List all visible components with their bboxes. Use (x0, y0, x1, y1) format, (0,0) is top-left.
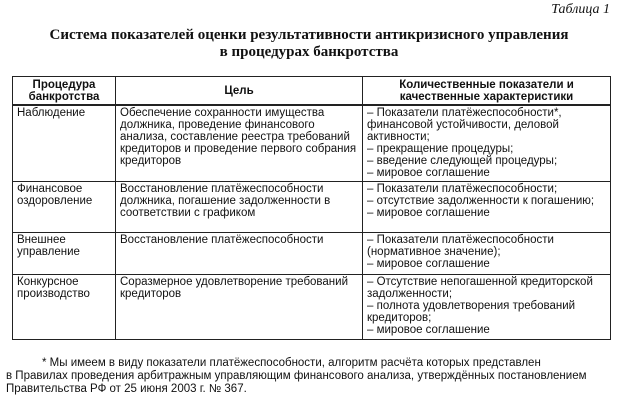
column-header-indicators: Количественные показатели и качественные характеристики (363, 77, 611, 106)
title-line-1: Система показателей оценки результативности антикризисного управления (49, 27, 569, 43)
bankruptcy-indicators-table (12, 76, 611, 340)
footnote-line-1: * Мы имеем в виду показатели платёжеспособности, алгоритм расчёта которых представлен (42, 357, 541, 369)
row-procedure: Конкурсное производство (13, 275, 116, 340)
table-title (0, 27, 618, 61)
table-row (13, 275, 611, 340)
row-procedure: Внешнее управление (13, 233, 116, 275)
indicator-item: – Показатели платёжеспособности; (367, 183, 558, 195)
indicator-item: – отсутствие задолженности к погашению; (367, 195, 595, 207)
indicator-item: – прекращение процедуры; (367, 143, 514, 155)
row-indicators (363, 182, 611, 233)
footnote-line-3: Правительства РФ от 25 июня 2003 г. № 367. (6, 383, 247, 395)
row-indicators (363, 105, 611, 182)
indicator-item: – введение следующей процедуры; (367, 155, 558, 167)
indicator-item: – мировое соглашение (367, 324, 490, 336)
table-row (13, 105, 611, 182)
indicator-item: – полнота удовлетворения требований кредиторов; (367, 300, 576, 324)
row-goal: Соразмерное удовлетворение требований кредиторов (116, 275, 363, 340)
row-goal: Обеспечение сохранности имущества должника, проведение финансового анализа, составление реестра требований кредиторов и проведение первого собрания кредиторов (116, 105, 363, 182)
table-row (13, 233, 611, 275)
title-line-2: в процедурах банкротства (219, 44, 399, 60)
indicator-item: – мировое соглашение (367, 258, 490, 270)
row-goal: Восстановление платёжеспособности (116, 233, 363, 275)
row-indicators (363, 233, 611, 275)
row-procedure: Наблюдение (13, 105, 116, 182)
table-row (13, 182, 611, 233)
row-procedure: Финансовое оздоровление (13, 182, 116, 233)
indicator-item: – мировое соглашение (367, 207, 490, 219)
row-goal: Восстановление платёжеспособности должника, погашение задолженности в соответствии с графиком (116, 182, 363, 233)
column-header-procedure: Процедура банкротства (13, 77, 116, 106)
indicator-item: – Показатели платёжеспособности (нормативное значение); (367, 234, 554, 258)
footnote-line-2: в Правилах проведения арбитражным управляющим финансового анализа, утверждённых постановлением (6, 370, 587, 382)
row-indicators (363, 275, 611, 340)
indicator-item: – мировое соглашение (367, 167, 490, 179)
indicator-item: – Показатели платёжеспособности*, финансовой устойчивости, деловой активности; (367, 107, 562, 143)
table-number: Таблица 1 (551, 2, 610, 17)
column-header-goal: Цель (116, 77, 363, 106)
table-header-row (13, 77, 611, 106)
footnote (0, 357, 618, 396)
indicator-item: – Отсутствие непогашенной кредиторской задолженности; (367, 276, 593, 300)
